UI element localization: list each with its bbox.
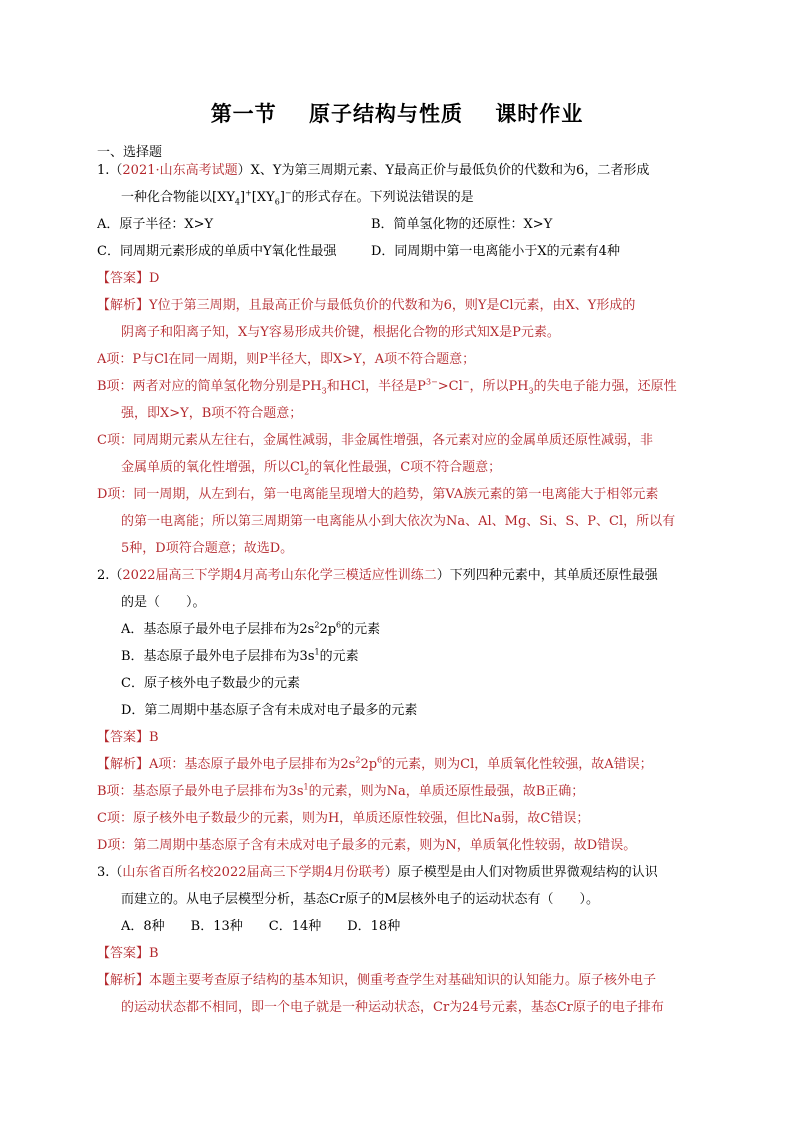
q1-analysis-c1: C项：同周期元素从左往右，金属性减弱，非金属性增强，各元素对应的金属单质还原性减弱，非: [97, 433, 653, 448]
q1-analysis-line1: 【解析】Y位于第三周期，且最高正价与最低负价的代数和为6，则Y是Cl元素，由X、Y形成的: [97, 298, 636, 313]
title-type: 课时作业: [495, 102, 584, 126]
q2-option-a: A．基态原子最外电子层排布为$2s^22p^6$的元素: [121, 621, 381, 637]
q2-analysis-c: C项：原子核外电子数最少的元素，则为H，单质还原性较强，但比Na弱，故C错误；: [97, 811, 590, 826]
q1-stem-line2: 一种化合物能以$[XY_4]^+[XY_6]^-$的形式存在。下列说法错误的是: [121, 189, 474, 207]
analysis-tag: 【解析】: [97, 757, 150, 772]
q2-stem-line1: 2.（2022届高三下学期4月高考山东化学三模适应性训练二）下列四种元素中，其单质还原性最强: [97, 568, 658, 583]
q3-stem-line1: 3.（山东省百所名校2022届高三下学期4月份联考）原子模型是由人们对物质世界微观结构的认识: [97, 865, 658, 880]
q1-analysis-d1: D项：同一周期，从左到右，第一电离能呈现增大的趋势，第VA族元素的第一电离能大于相邻元素: [97, 487, 659, 502]
q2-option-d: D．第二周期中基态原子含有未成对电子最多的元素: [121, 703, 418, 718]
q1-option-b: B．简单氢化物的还原性：X>Y: [371, 217, 553, 232]
q2-stem-line2: 的是（ ）。: [121, 595, 206, 610]
q2-option-c: C．原子核外电子数最少的元素: [121, 676, 300, 691]
title-section: 第一节: [210, 102, 277, 126]
q1-analysis-c2: 金属单质的氧化性增强，所以$Cl_2$的氧化性最强，C项不符合题意；: [121, 460, 502, 477]
q1-analysis-line2: 阴离子和阳离子知，X与Y容易形成共价键，根据化合物的形式知X是P元素。: [121, 325, 560, 340]
q1-analysis-d3: 5种，D项符合题意；故选D。: [121, 541, 294, 556]
q1-option-a: A．原子半径：X>Y: [97, 217, 214, 232]
q1-stem-line1: 1.（2021·山东高考试题）X、Y为第三周期元素、Y最高正价与最低负价的代数和为6，二者形成: [97, 163, 650, 178]
q2-source: 2022届高三下学期4月高考山东化学三模适应性训练二: [122, 568, 437, 583]
q2-answer: 【答案】B: [97, 730, 159, 745]
q2-option-b: B．基态原子最外电子层排布为$3s^1$的元素: [121, 648, 359, 664]
q1-option-d: D．同周期中第一电离能小于X的元素有4种: [371, 244, 620, 259]
title-topic: 原子结构与性质: [309, 102, 463, 126]
analysis-tag: 【解析】: [97, 298, 150, 313]
q3-answer: 【答案】B: [97, 946, 159, 961]
page-title: [0, 98, 794, 128]
q1-analysis-b1: B项：两者对应的简单氢化物分别是$PH_3$和HCl，半径是$P^{3-}>Cl^-$，所以$PH_3$的失电子能力强，还原性: [97, 378, 677, 396]
q1-option-c: C．同周期元素形成的单质中Y氧化性最强: [97, 244, 337, 259]
q1-analysis-d2: 的第一电离能；所以第三周期第一电离能从小到大依次为Na、Al、Mg、Si、S、P、Cl，所以有: [121, 514, 676, 529]
q1-analysis-b2: 强，即X>Y，B项不符合题意；: [121, 406, 303, 421]
q2-analysis-d: D项：第二周期中基态原子含有未成对电子最多的元素，则为N，单质氧化性较弱，故D错误。: [97, 838, 637, 853]
q3-analysis-line2: 的运动状态都不相同，即一个电子就是一种运动状态，Cr为24号元素，基态Cr原子的电子排布: [121, 1000, 664, 1015]
q3-options: A．8种 B．13种 C．14种 D．18种: [121, 919, 401, 934]
section-heading: 一、选择题: [97, 145, 163, 160]
q3-source: 山东省百所名校2022届高三下学期4月份联考: [122, 865, 385, 880]
q1-source: 2021·山东高考试题: [122, 163, 238, 178]
analysis-tag: 【解析】: [97, 973, 150, 988]
q2-analysis-a: 【解析】A项：基态原子最外电子层排布为$2s^22p^6$的元素，则为Cl，单质氧化性较强，故A错误；: [97, 756, 653, 772]
q1-answer: 【答案】D: [97, 271, 160, 286]
q3-analysis-line1: 【解析】本题主要考查原子结构的基本知识，侧重考查学生对基础知识的认知能力。原子核外电子: [97, 973, 657, 988]
q3-stem-line2: 而建立的。从电子层模型分析，基态Cr原子的M层核外电子的运动状态有（ ）。: [121, 892, 599, 907]
q1-analysis-a: A项：P与Cl在同一周期，则P半径大，即X>Y，A项不符合题意；: [97, 352, 476, 367]
q2-analysis-b: B项：基态原子最外电子层排布为$3s^1$的元素，则为Na，单质还原性最强，故B正确；: [97, 783, 585, 799]
